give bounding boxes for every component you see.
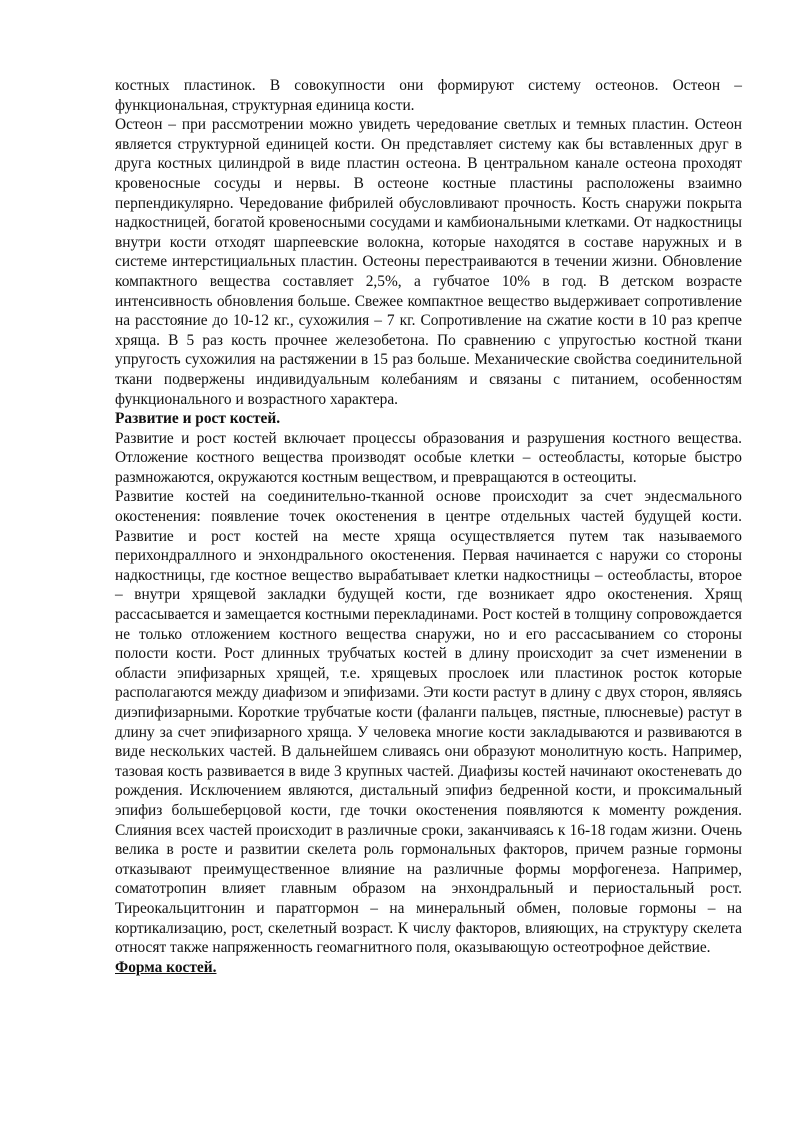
paragraph-bone-formation: Развитие и рост костей включает процессы образования и разрушения костного вещества. Отложение костного вещества производят особые клетки – остеобласты, которые быстро размножаются, окружаются костным веществом, и превращаются в остеоциты. (115, 429, 742, 486)
paragraph-ossification: Развитие костей на соединительно-тканной основе происходит за счет эндесмального окостенения: появление точек окостенения в центре отдельных частей будущей кости. Развитие и рост костей на месте хряща осуществляется путем так называемого перихондраллного и энхондрального окостенения. Первая начинается с наружи со стороны надкостницы, где костное вещество вырабатывает клетки надкостницы – остеобласты, второе – внутри хрящевой закладки будущей кости, где возникает ядро окостенения. Хрящ рассасывается и замещается костными перекладинами. Рост костей в толщину сопровождается не только отложением костного вещества снаружи, но и его рассасыванием со стороны полости кости. Рост длинных трубчатых костей в длину происходит за счет изменении в области эпифизарных хрящей, т.е. хрящевых прослоек или пластинок росток которые располагаются между диафизом и эпифизами. Эти кости растут в длину с двух сторон, являясь диэпифизарными. Короткие трубчатые кости (фаланги пальцев, пястные, плюсневые) растут в длину за счет эпифизарного хряща. У человека многие кости закладываются и развиваются в виде нескольких частей. В дальнейшем сливаясь они образуют монолитную кость. Например, тазовая кость развивается в виде 3 крупных частей. Диафизы костей начинают окостеневать до рождения. Исключением являются, дистальный эпифиз бедренной кости, и проксимальный эпифиз большеберцовой кости, где точки окостенения появляются к моменту рождения. Слияния всех частей происходит в различные сроки, заканчиваясь к 16-18 годам жизни. Очень велика в росте и развитии скелета роль гормональных факторов, причем разные гормоны отказывают преимущественное влияние на различные формы морфогенеза. Например, соматотропин влияет главным образом на энхондральный и периостальный рост. Тиреокальцитгонин и паратгормон – на минеральный обмен, половые гормоны – на кортикализацию, рост, скелетный возраст. К числу факторов, влияющих, на структуру скелета относят также напряженность геомагнитного поля, оказывающую остеотрофное действие. (115, 488, 742, 957)
paragraph-osteon-system: костных пластинок. В совокупности они формируют систему остеонов. Остеон – функциональная, структурная единица кости. (115, 77, 742, 114)
document-page (115, 76, 742, 977)
section-heading-bone-development: Развитие и рост костей. (115, 410, 281, 428)
paragraph-osteon-structure: Остеон – при рассмотрении можно увидеть чередование светлых и темных пластин. Остеон является структурной единицей кости. Он представляет систему как бы вставленных друг в друга костных цилиндрой в виде пластин остеона. В центральном канале остеона проходят кровеносные сосуды и нервы. В остеоне костные пластины расположены взаимно перпендикулярно. Чередование фибрилей обусловливают прочность. Кость снаружи покрыта надкостницей, богатой кровеносными сосудами и камбиональными клетками. От надкостницы внутри кости отходят шарпеевские волокна, которые находятся в составе наружных и в системе интерстициальных пластин. Остеоны перестраиваются в течении жизни. Обновление компактного вещества составляет 2,5%, а губчатое 10% в год. В детском возрасте интенсивность обновления больше. Свежее компактное вещество выдерживает сопротивление на расстояние до 10-12 кг., сухожилия – 7 кг. Сопротивление на сжатие кости в 10 раз крепче хряща. В 5 раз кость прочнее железобетона. По сравнению с упругостью костной ткани упругость сухожилия на растяжении в 15 раз больше. Механические свойства соединительной ткани подвержены индивидуальным колебаниям и связаны с питанием, особенностям функционального и возрастного характера. (115, 116, 742, 408)
section-heading-bone-shape: Форма костей. (115, 958, 217, 976)
